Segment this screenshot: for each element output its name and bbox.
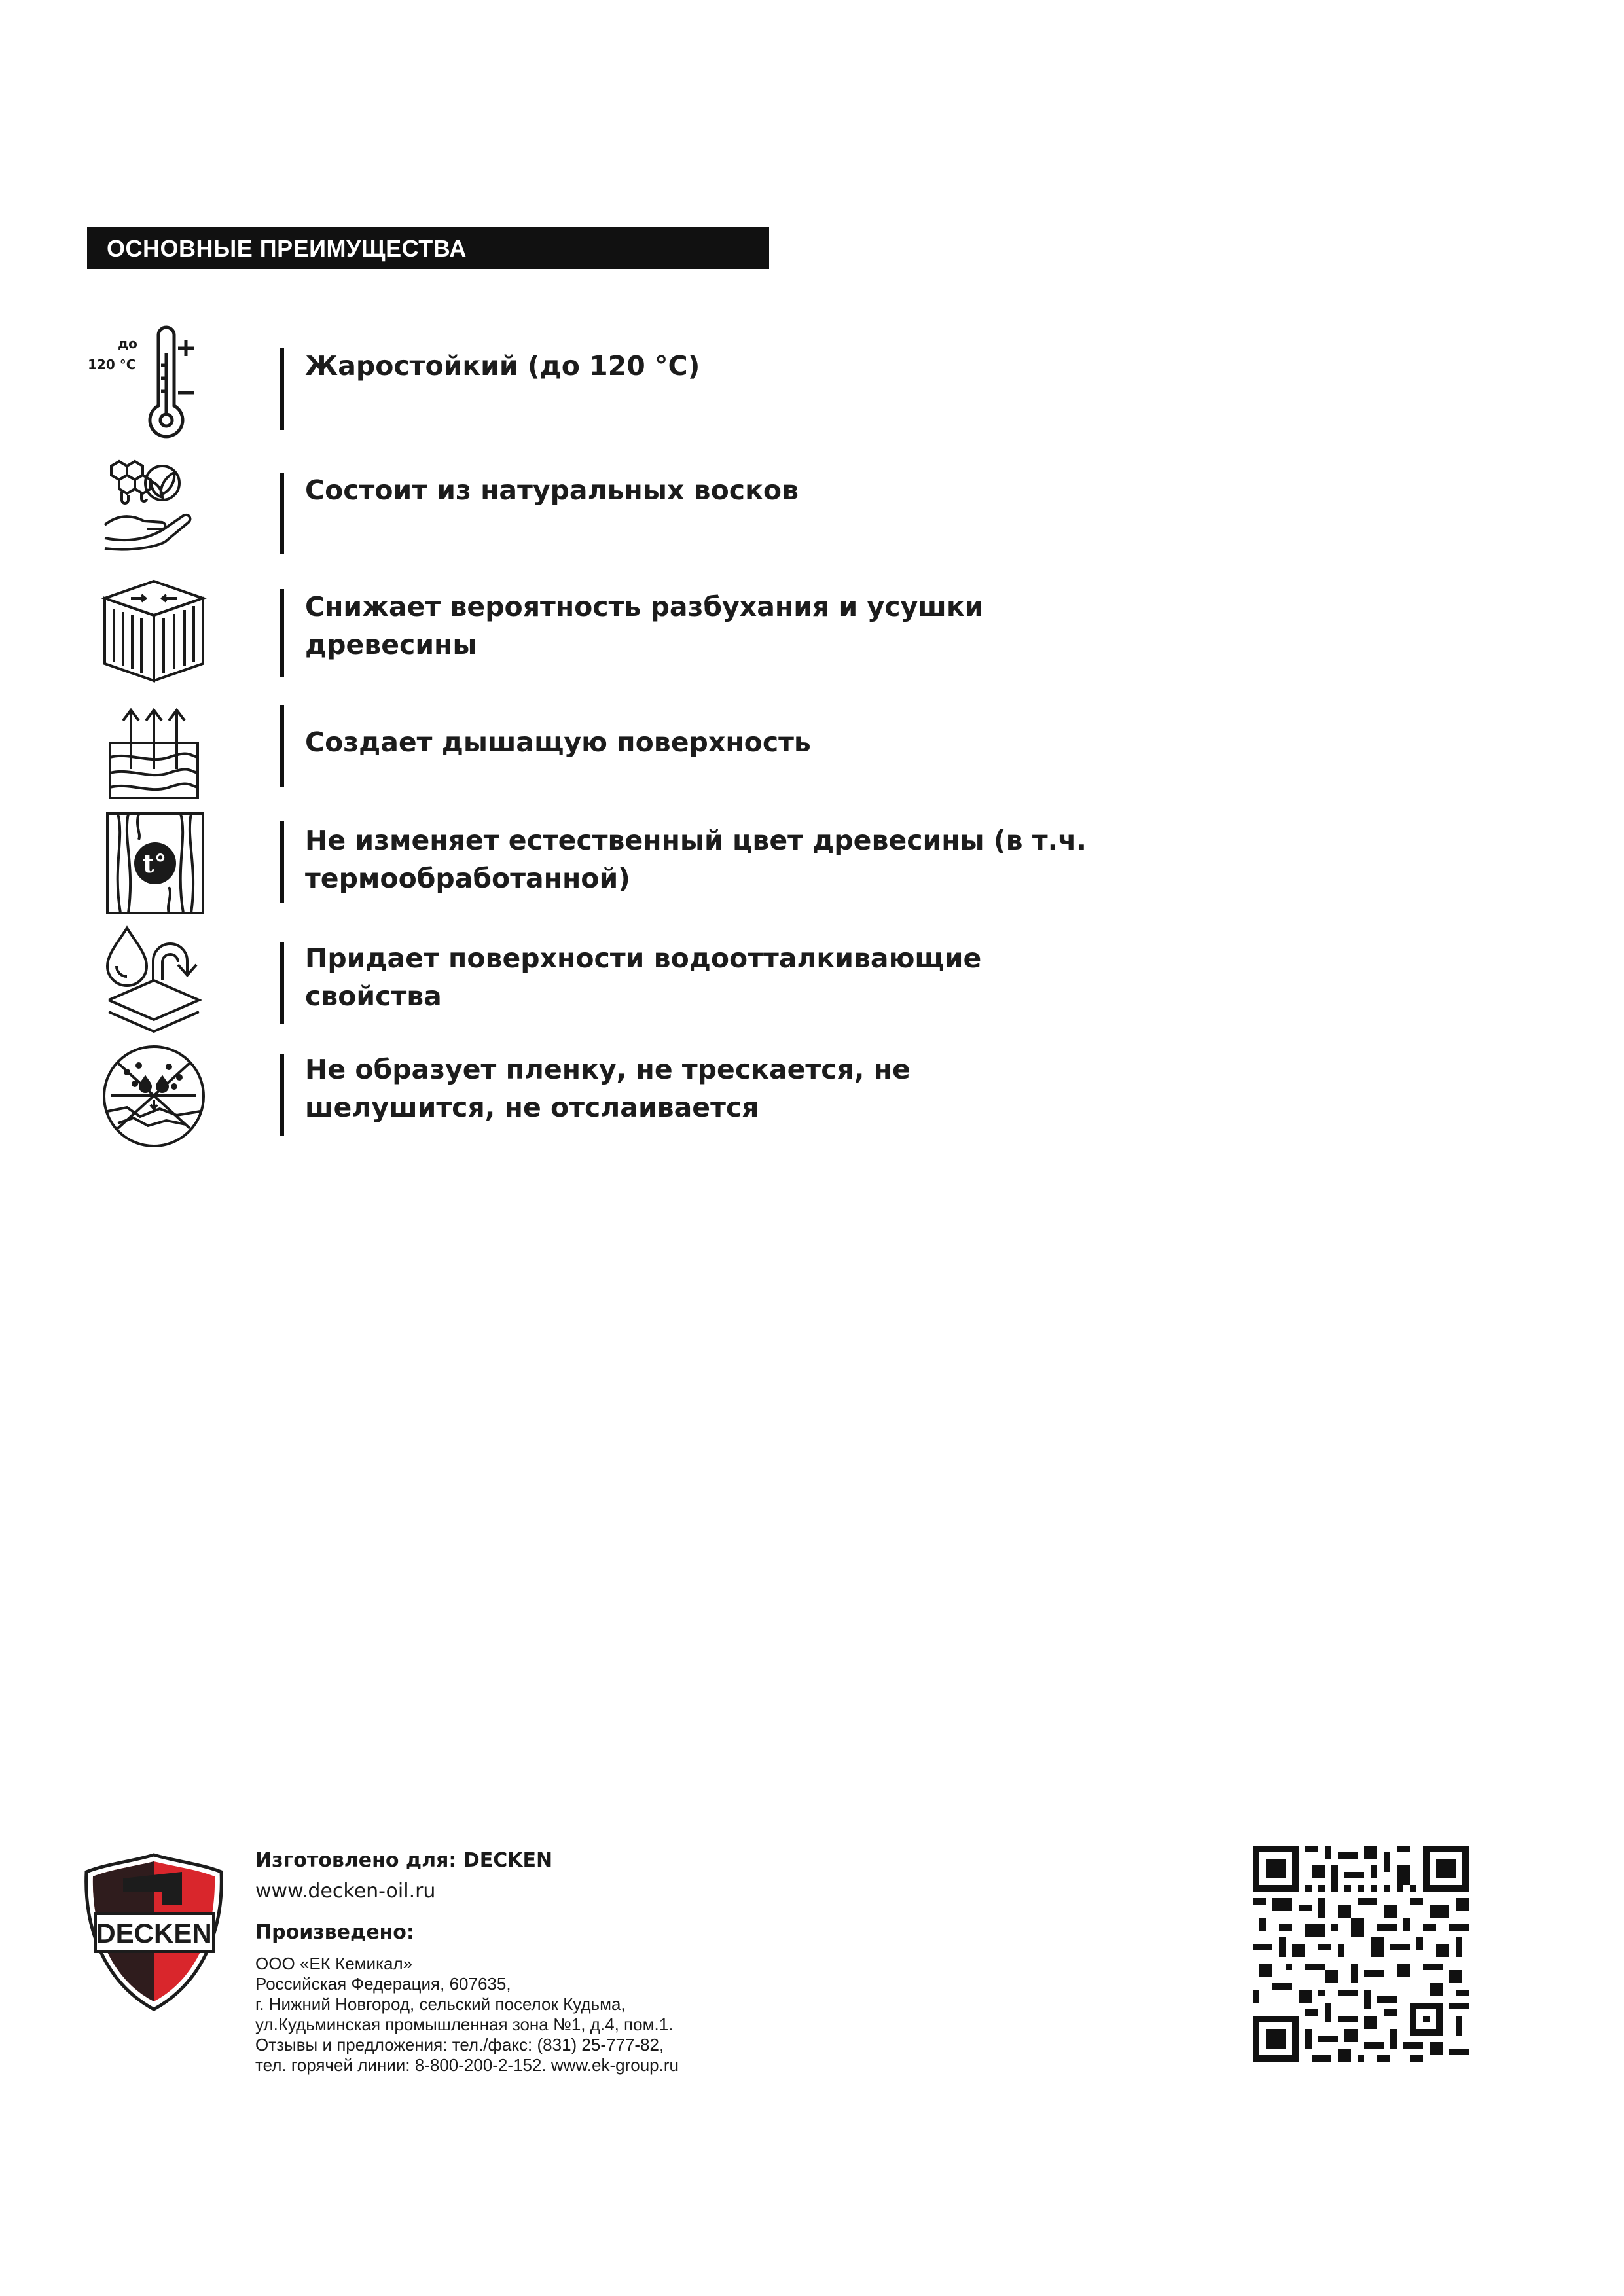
feature-swelling [98,576,1146,694]
natural-wax-icon [98,452,209,563]
feature-text [305,939,981,1015]
feature-line: свойства [305,980,442,1012]
address-block [255,1954,679,2075]
feature-line: Создает дышащую поверхность [305,726,811,758]
section-title: ОСНОВНЫЕ ПРЕИМУЩЕСТВА [107,235,467,262]
feature-no-film [98,1041,1146,1158]
decken-logo [84,1852,225,2012]
address-line: ООО «ЕК Кемикал» [255,1954,413,1973]
wood-color-icon [98,808,209,920]
thermometer-icon [88,327,209,439]
feature-water-repellent [98,923,1146,1041]
thermometer-label-bottom: 120 °С [88,357,136,372]
feature-line: шелушится, не отслаивается [305,1092,759,1123]
feature-divider [280,705,284,787]
feature-line: термообработанной) [305,863,630,894]
address-line: Отзывы и предложения: тел./факс: (831) 25-777-82, [255,2035,664,2054]
feature-text [305,723,811,761]
feature-divider [280,348,284,430]
feature-divider [280,473,284,554]
wood-block-icon [98,576,209,687]
feature-natural-waxes [98,452,1146,563]
feature-text [305,588,983,664]
water-repellent-icon [98,923,209,1034]
breathing-surface-icon [98,697,209,808]
feature-breathing [98,697,1146,808]
website-link[interactable]: www.decken-oil.ru [255,1880,436,1903]
temperature-symbol: t° [143,849,167,878]
feature-line: древесины [305,629,477,660]
address-line: Российская Федерация, 607635, [255,1974,511,1994]
feature-text [305,821,1087,897]
feature-line: Не образует пленку, не трескается, не [305,1054,911,1085]
address-line: ул.Кудьминская промышленная зона №1, д.4, пом.1. [255,2015,674,2034]
feature-line: Не изменяет естественный цвет древесины (в т.ч. [305,825,1087,856]
address-line: тел. горячей линии: 8-800-200-2-152. www.ek-group.ru [255,2055,679,2075]
feature-line: Жаростойкий (до 120 °С) [305,350,700,382]
produced-label: Произведено: [255,1921,414,1944]
made-for-label: Изготовлено для: DECKEN [255,1849,553,1872]
thermometer-label-top: до [118,336,137,351]
feature-text [305,1050,911,1126]
feature-line: Придает поверхности водоотталкивающие [305,942,982,974]
feature-text [305,471,799,509]
logo-text: DECKEN [96,1918,212,1948]
feature-divider [280,1054,284,1136]
qr-code[interactable] [1253,1846,1469,2062]
feature-divider [280,821,284,903]
address-line: г. Нижний Новгород, сельский поселок Кудьма, [255,1994,626,2014]
section-header [87,227,769,269]
feature-line: Состоит из натуральных восков [305,475,799,506]
feature-heat-resistant [88,327,1146,439]
feature-divider [280,942,284,1024]
feature-line: Снижает вероятность разбухания и усушки [305,591,984,622]
feature-text [305,347,700,385]
feature-natural-color [98,808,1146,920]
feature-divider [280,589,284,677]
no-film-icon [98,1041,209,1152]
